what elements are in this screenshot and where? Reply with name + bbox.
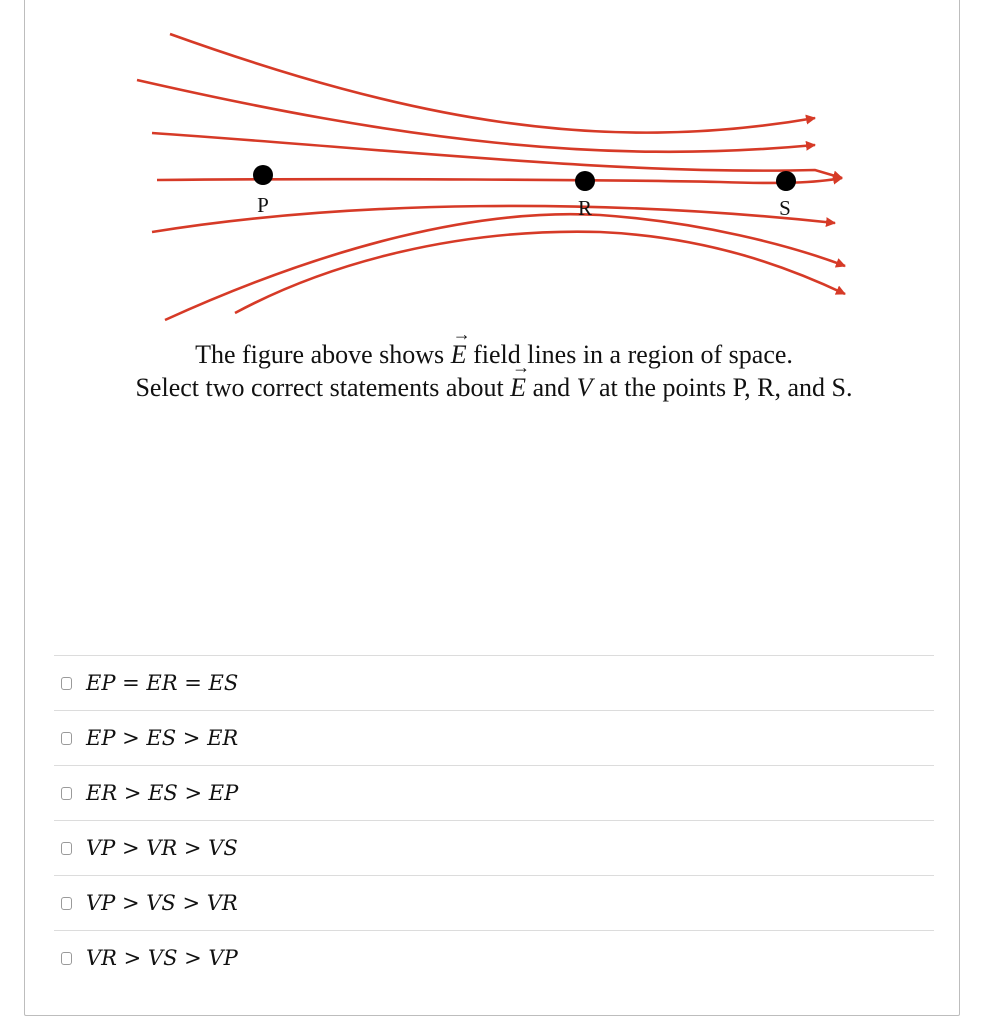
answer-options xyxy=(54,655,934,985)
e-vector-symbol: → E xyxy=(451,340,467,370)
prompt-line-1 xyxy=(30,340,958,370)
checkbox[interactable] xyxy=(61,842,72,855)
option-5[interactable] xyxy=(54,875,934,930)
option-2[interactable] xyxy=(54,710,934,765)
checkbox[interactable] xyxy=(61,952,72,965)
option-3[interactable] xyxy=(54,765,934,820)
prompt-text: at the points P, R, and S. xyxy=(592,373,853,402)
option-label: VP > VR > VS xyxy=(86,836,238,860)
prompt-text: field lines in a region of space. xyxy=(466,340,793,369)
option-label: ER > ES > EP xyxy=(86,781,239,805)
option-4[interactable] xyxy=(54,820,934,875)
option-label: EP = ER = ES xyxy=(86,671,239,695)
checkbox[interactable] xyxy=(61,897,72,910)
point-s xyxy=(776,171,796,191)
field-line-2 xyxy=(137,80,815,152)
label-s: S xyxy=(779,196,791,220)
checkbox[interactable] xyxy=(61,677,72,690)
prompt-text: Select two correct statements about xyxy=(135,373,511,402)
option-1[interactable] xyxy=(54,655,934,710)
e-vector-symbol: → E xyxy=(510,373,526,403)
label-r: R xyxy=(577,196,593,220)
prompt-text: The figure above shows xyxy=(195,340,451,369)
field-line-7 xyxy=(235,232,845,313)
prompt-text: and xyxy=(526,373,577,402)
checkbox[interactable] xyxy=(61,732,72,745)
option-label: VR > VS > VP xyxy=(86,946,238,970)
field-lines-figure xyxy=(0,0,1008,340)
field-line-1 xyxy=(170,34,815,133)
option-6[interactable] xyxy=(54,930,934,985)
option-label: VP > VS > VR xyxy=(86,891,238,915)
label-p: P xyxy=(257,193,269,217)
field-line-6 xyxy=(165,214,845,320)
prompt-line-2 xyxy=(30,373,958,403)
point-p xyxy=(253,165,273,185)
option-label: EP > ES > ER xyxy=(86,726,239,750)
checkbox[interactable] xyxy=(61,787,72,800)
v-symbol: V xyxy=(576,373,593,402)
point-r xyxy=(575,171,595,191)
